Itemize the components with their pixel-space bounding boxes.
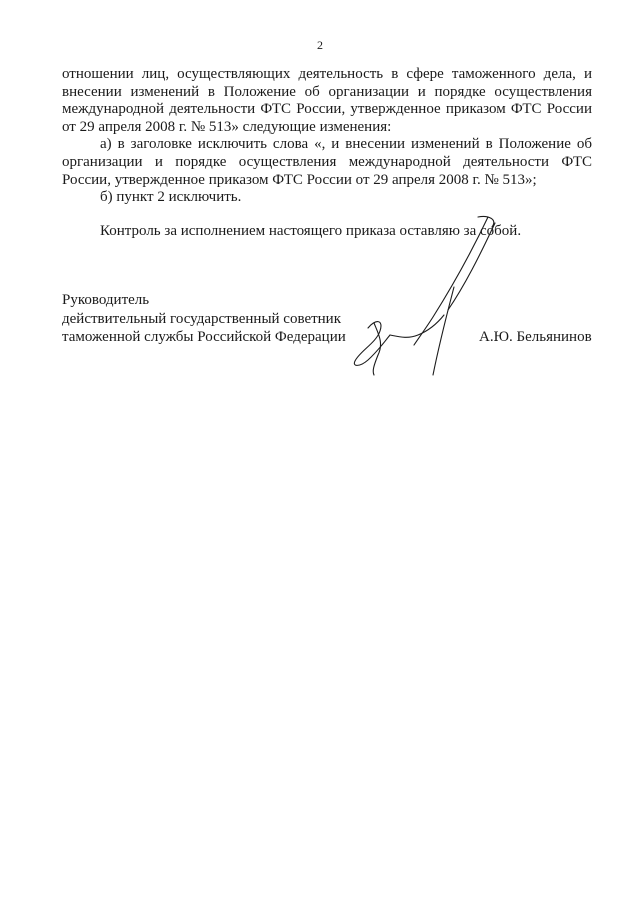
signatory-title-line-3: таможенной службы Российской Федерации [62,329,346,345]
page-number: 2 [317,38,323,52]
list-item-a: а) в заголовке исключить слова «, и внесении изменений в Положение об организации и порядке осуществления международной деятельности ФТС России, утвержденное приказом ФТС России от 29 апреля 2008 г. № 513»; [62,136,592,188]
list-item-b: б) пункт 2 исключить. [100,189,242,206]
signatory-title-line-2: действительный государственный советник [62,310,342,327]
handwritten-signature [330,215,530,380]
document-body [62,66,592,207]
signatory-name: А.Ю. Бельянинов [479,329,592,345]
signatory-title-line-1: Руководитель [62,292,150,308]
control-statement: Контроль за исполнением настоящего приказа оставляю за собой. [100,223,522,239]
signatory-title-block [62,291,346,347]
paragraph-continuation: отношении лиц, осуществляющих деятельность в сфере таможенного дела, и внесении изменений в Положение об организации и порядке осуществления международной деятельности ФТС России, утвержденное приказом ФТС России от 29 апреля 2008 г. № 513» следующие изменения: [62,66,592,135]
